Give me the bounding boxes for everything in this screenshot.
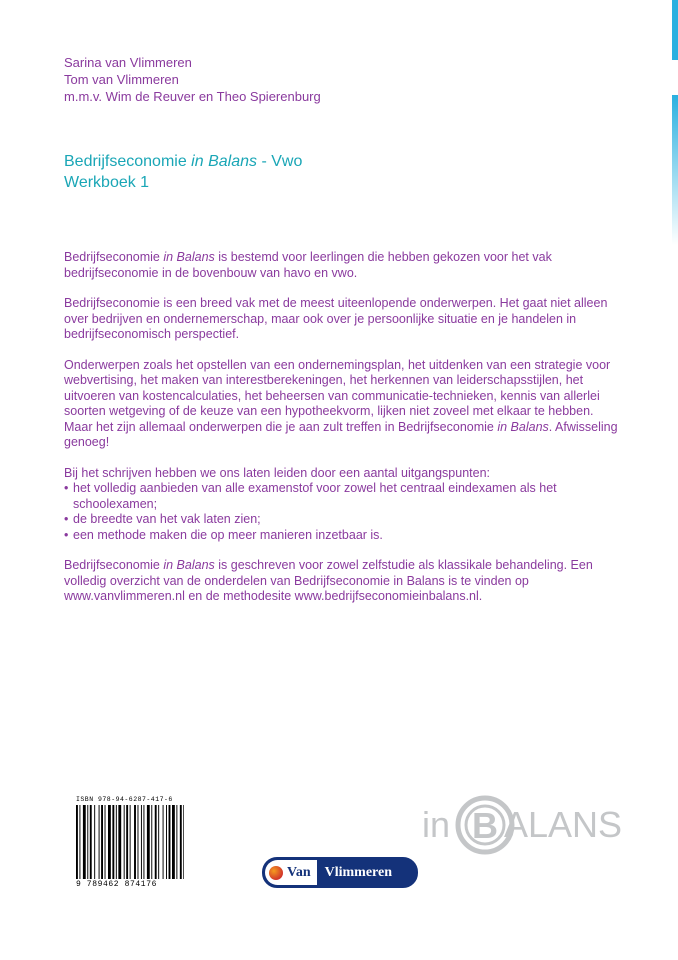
barcode-bar — [124, 805, 125, 879]
barcode-bar — [183, 805, 184, 879]
barcode-bar — [116, 805, 117, 879]
author-2: Tom van Vlimmeren — [64, 72, 179, 87]
barcode-bar — [99, 805, 100, 879]
isbn-label: ISBN 978-94-6287-417-6 — [76, 796, 173, 803]
barcode-bar — [155, 805, 157, 879]
in-balans-logo — [422, 790, 644, 862]
paragraph-3 — [64, 358, 624, 451]
barcode-bar — [180, 805, 182, 879]
publisher-badge — [265, 860, 317, 885]
barcode-bar — [134, 805, 136, 879]
barcode-bar — [90, 805, 92, 879]
barcode-bar — [126, 805, 128, 879]
barcode-bar — [79, 805, 80, 879]
barcode-bar — [112, 805, 114, 879]
publisher-logo — [262, 857, 418, 888]
author-1: Sarina van Vlimmeren — [64, 55, 192, 70]
logo-b: B — [472, 805, 498, 846]
paragraph-4 — [64, 466, 624, 544]
p3-post: . Afwisseling genoeg! — [64, 419, 618, 449]
list-item: • de breedte van het vak laten zien; — [64, 512, 624, 528]
p4-intro: Bij het schrijven hebben we ons laten leiden door een aantal uitgangspunten: — [64, 465, 491, 480]
barcode-bar — [163, 805, 164, 879]
description — [64, 250, 624, 620]
barcode-bar — [138, 805, 139, 879]
publisher-van: Van — [287, 864, 311, 880]
barcode-bar — [172, 805, 175, 879]
subtitle: Werkboek 1 — [64, 174, 150, 191]
barcode-bar — [94, 805, 95, 879]
book-title — [64, 151, 302, 193]
barcode-bar — [151, 805, 152, 879]
p5-pre: Bedrijfseconomie — [64, 558, 164, 572]
logo-alans: ALANS — [504, 804, 623, 845]
barcode-bar — [147, 805, 150, 879]
barcode-bar — [83, 805, 86, 879]
list-item: • het volledig aanbieden van alle examenstof voor zowel het centraal eindexamen als het schoolexamen; — [64, 481, 624, 512]
paragraph-2: Bedrijfseconomie is een breed vak met de meest uiteenlopende onderwerpen. Het gaat niet alleen over bedrijven en ondernemerschap, maar ook over je persoonlijke situatie en je handelen in bedrijfseconomisch perspectief. — [64, 296, 608, 341]
principles-list — [64, 481, 624, 543]
globe-icon — [269, 866, 283, 880]
publisher-name: Vlimmeren — [324, 864, 393, 880]
barcode-bar — [101, 805, 103, 879]
barcode-bar — [105, 805, 106, 879]
p3-pre: Onderwerpen zoals het opstellen van een ondernemingsplan, het uitdenken van een strategie voor webvertising, het maken van interestberekeningen, het herkennen van leiderschapsstijlen, het uitvoeren van kostencalculaties, het beheersen van communicatie-technieken, kennis van allerlei soorten wetgeving of de keuze van een hypotheekvorm, lijken niet zoveel met elkaar te hebben. Maar het zijn allemaal onderwerpen die je aan zult treffen in Bedrijfseconomie — [64, 357, 611, 434]
p5-italic: in Balans — [163, 558, 215, 572]
title-italic: in Balans — [191, 153, 257, 170]
title-line — [64, 151, 302, 172]
accent-bar-gradient — [672, 95, 678, 245]
barcode-bar — [169, 805, 171, 879]
p1-post: is bestemd voor leerlingen die hebben gekozen voor het vak bedrijfseconomie in de bovenbouw van havo en vwo. — [64, 250, 552, 280]
p1-italic: in Balans — [163, 250, 215, 264]
barcode-bar — [108, 805, 111, 879]
ean-number: 9 789462 874176 — [76, 880, 158, 889]
logo-in: in — [422, 804, 451, 845]
barcode-bars — [76, 805, 184, 879]
barcode-bar — [141, 805, 142, 879]
p3-italic: in Balans — [497, 419, 549, 434]
barcode-bar — [166, 805, 167, 879]
barcode-bar — [158, 805, 159, 879]
barcode-bar — [143, 805, 144, 879]
p5-post: is geschreven voor zowel zelfstudie als klassikale behandeling. Een volledig overzicht van de onderdelen van Bedrijfseconomie in Balans is te vinden op www.vanvlimmeren.nl en de methodesite www.bedrijfseconomieinbalans.nl. — [64, 558, 593, 603]
barcode-bar — [76, 805, 78, 879]
barcode-bar — [130, 805, 131, 879]
barcode-bar — [176, 805, 177, 879]
paragraph-5 — [64, 558, 624, 605]
p1-pre: Bedrijfseconomie — [64, 250, 164, 264]
list-item: • een methode maken die op meer manieren inzetbaar is. — [64, 528, 624, 544]
authors — [64, 54, 321, 105]
paragraph-1 — [64, 250, 624, 281]
barcode — [76, 796, 184, 891]
accent-bar-top — [672, 0, 678, 60]
title-suffix: - Vwo — [257, 153, 303, 170]
title-prefix: Bedrijfseconomie — [64, 153, 192, 170]
author-3: m.m.v. Wim de Reuver en Theo Spierenburg — [64, 89, 321, 104]
barcode-bar — [87, 805, 88, 879]
barcode-bar — [118, 805, 121, 879]
